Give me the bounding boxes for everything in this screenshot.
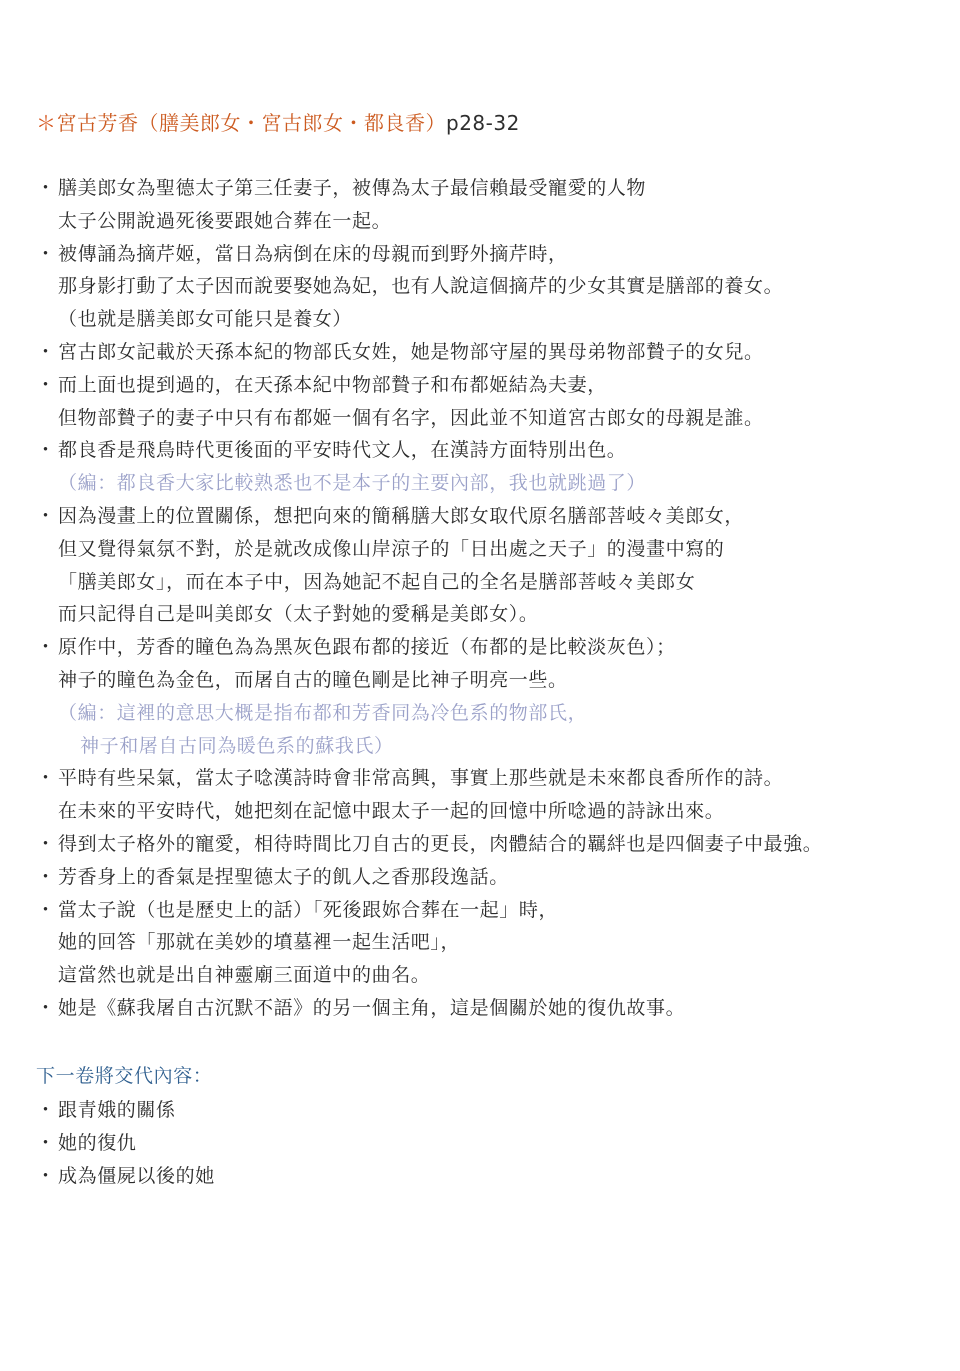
continuation-line: 「膳美郎女」，而在本子中，因為她記不起自己的全名是膳部菩岐々美郎女 [58, 570, 696, 593]
bullet-mark: ・ [36, 504, 56, 527]
bullet-line [36, 434, 936, 467]
next-volume-item [36, 1160, 215, 1193]
bullet-mark: ・ [36, 865, 56, 888]
continuation-line: 但物部贄子的妻子中只有布都姬一個有名字，因此並不知道宮古郎女的母親是誰。 [58, 406, 764, 429]
line-text: 平時有些呆氣，當太子唸漢詩時會非常高興，事實上那些就是未來都良香所作的詩。 [58, 767, 784, 790]
continuation-line: （也就是膳美郎女可能只是養女） [58, 308, 353, 331]
bullet-line [36, 172, 936, 205]
line-text: 她是《蘇我屠自古沉默不語》的另一個主角，這是個關於她的復仇故事。 [58, 996, 686, 1019]
bullet-mark: ・ [36, 373, 56, 396]
continuation-line: 而只記得自己是叫美郎女（太子對她的愛稱是美郎女）。 [58, 603, 539, 626]
bullet-mark: ・ [36, 1132, 56, 1154]
bullet-mark: ・ [36, 996, 56, 1019]
line-text: 原作中，芳香的瞳色為為黑灰色跟布都的接近（布都的是比較淡灰色）； [58, 636, 676, 659]
bullet-mark: ・ [36, 439, 56, 462]
item-text: 跟青娥的關係 [58, 1099, 176, 1121]
bullet-mark: ・ [36, 767, 56, 790]
line-text: 當太子說（也是歷史上的話）「死後跟妳合葬在一起」時， [58, 898, 559, 921]
bullet-mark: ・ [36, 340, 56, 363]
continuation-line: 神子的瞳色為金色，而屠自古的瞳色剛是比神子明亮一些。 [58, 668, 568, 691]
line-text: 都良香是飛鳥時代更後面的平安時代文人，在漢詩方面特別出色。 [58, 439, 627, 462]
continuation-line: 這當然也就是出自神靈廟三面道中的曲名。 [58, 964, 431, 987]
bullet-line [36, 894, 936, 927]
line-text: 得到太子格外的寵愛，相待時間比刀自古的更長，肉體結合的羈絆也是四個妻子中最強。 [58, 832, 823, 855]
continuation-line: 在未來的平安時代，她把刻在記憶中跟太子一起的回憶中所唸過的詩詠出來。 [58, 800, 725, 823]
line-text: 被傳誦為摘芹姬，當日為病倒在床的母親而到野外摘芹時， [58, 242, 568, 265]
next-volume-item [36, 1094, 215, 1127]
bullet-line [36, 369, 936, 402]
continuation-line: 那身影打動了太子因而說要娶她為妃，也有人說這個摘芹的少女其實是膳部的養女。 [58, 275, 784, 298]
next-volume-title: 下一卷將交代內容： [36, 1065, 213, 1087]
bullet-line [36, 992, 936, 1025]
heading-title: 宮古芳香（膳美郎女・宮古郎女・都良香） [56, 111, 446, 135]
heading-page-range: p28-32 [446, 111, 520, 135]
character-notes [36, 172, 936, 1025]
item-text: 她的復仇 [58, 1132, 137, 1154]
continuation-line: 太子公開說過死後要跟她合葬在一起。 [58, 209, 392, 232]
bullet-mark: ・ [36, 242, 56, 265]
line-text: 芳香身上的香氣是捏聖德太子的飢人之香那段逸話。 [58, 865, 509, 888]
bullet-line [36, 631, 936, 664]
next-volume-list [36, 1094, 215, 1193]
line-text: 宮古郎女記載於天孫本紀的物部氏女姓，她是物部守屋的異母弟物部贄子的女兒。 [58, 340, 764, 363]
bullet-line [36, 500, 936, 533]
line-text: 因為漫畫上的位置關係，想把向來的簡稱膳大郎女取代原名膳部菩岐々美郎女， [58, 504, 745, 527]
section-heading [36, 108, 520, 138]
bullet-line [36, 861, 936, 894]
bullet-mark: ・ [36, 898, 56, 921]
continuation-line: 但又覺得氣氛不對，於是就改成像山岸涼子的「日出處之天子」的漫畫中寫的 [58, 537, 725, 560]
asterisk-mark: ＊ [36, 111, 57, 135]
bullet-line [36, 762, 936, 795]
line-text: 而上面也提到過的，在天孫本紀中物部贄子和布都姬結為夫妻， [58, 373, 607, 396]
editor-note-line: 神子和屠自古同為暖色系的蘇我氏） [80, 734, 394, 757]
bullet-mark: ・ [36, 636, 56, 659]
continuation-line: 她的回答「那就在美妙的墳墓裡一起生活吧」， [58, 931, 461, 954]
editor-note-line: （編：這裡的意思大概是指布都和芳香同為冷色系的物部氏， [58, 701, 588, 724]
bullet-mark: ・ [36, 1165, 56, 1187]
bullet-line [36, 336, 936, 369]
bullet-line [36, 828, 936, 861]
next-volume-item [36, 1127, 215, 1160]
line-text: 膳美郎女為聖德太子第三任妻子，被傳為太子最信賴最受寵愛的人物 [58, 177, 647, 199]
bullet-mark: ・ [36, 832, 56, 855]
item-text: 成為僵屍以後的她 [58, 1165, 215, 1187]
bullet-mark: ・ [36, 177, 56, 199]
bullet-mark: ・ [36, 1099, 56, 1121]
editor-note-line: （編：都良香大家比較熟悉也不是本子的主要內部，我也就跳過了） [58, 472, 647, 495]
bullet-line [36, 238, 936, 271]
